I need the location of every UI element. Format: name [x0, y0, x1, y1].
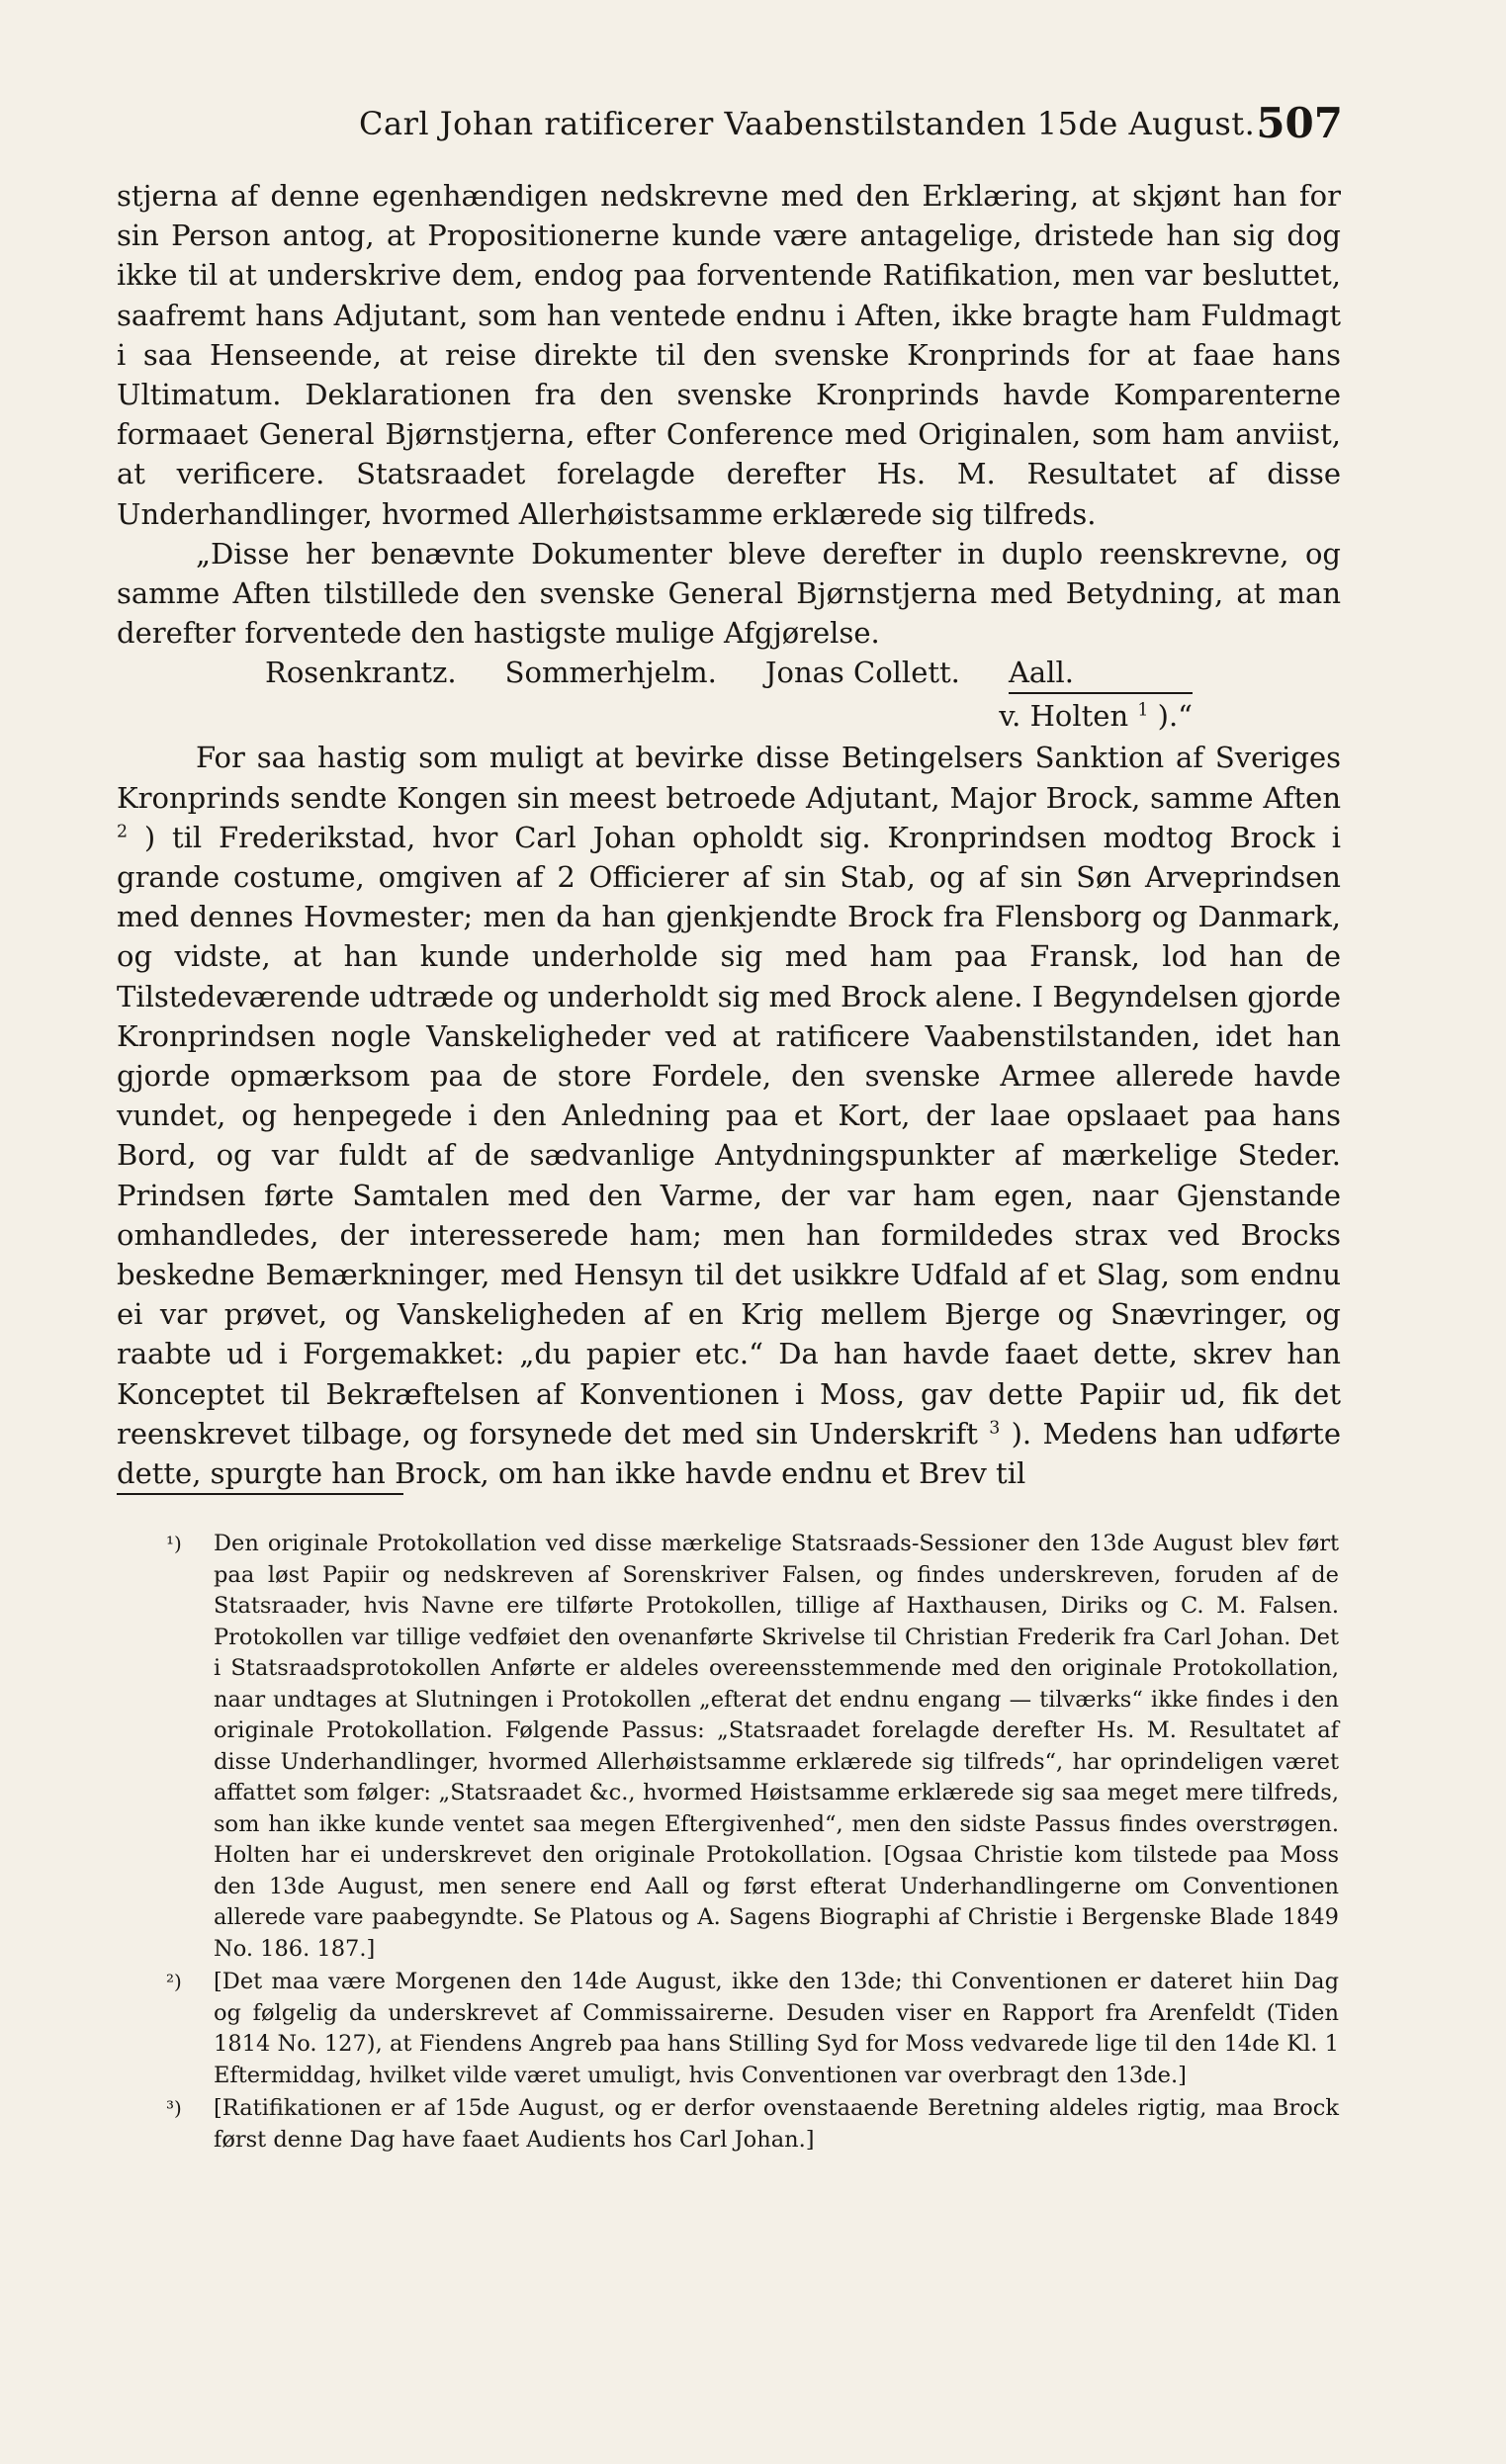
- signature-rosenkrantz: Rosenkrantz.: [265, 656, 457, 690]
- signature-row: [117, 653, 1341, 694]
- paragraph-brock-part-b: ) til Frederikstad, hvor Carl Johan opholdt sig. Kronprindsen modtog Brock i grande costume, omgiven af 2 Officierer af sin Stab, og af sin Søn Arveprindsen med dennes Hovmester; men da han gjenkjendte Brock fra Flensborg og Danmark, og vidste, at han kunde underholde sig med ham paa Fransk, lod han de Tilstedeværende udtræde og underholdt sig med Brock alene. I Begyndelsen gjorde Kronprindsen nogle Vanskeligheder ved at ratificere Vaabenstilstanden, idet han gjorde opmærksom paa de store Fordele, den svenske Armee allerede havde vundet, og henpegede i den Anledning paa et Kort, der laae opslaaet paa hans Bord, og var fuldt af de sædvanlige Antydningspunkter af mærkelige Steder. Prindsen førte Samtalen med den Varme, der var ham egen, naar Gjenstande omhandledes, der interesserede ham; men han formildedes strax ved Brocks beskedne Bemærkninger, med Hensyn til det usikkre Udfald af et Slag, som endnu ei var prøvet, og Vanskeligheden af en Krig mellem Bjerge og Snævringer, og raabte ud i Forgemakket: „du papier etc.“ Da han havde faaet dette, skrev han Konceptet til Bekræftelsen af Konventionen i Moss, gav dette Papiir ud, fik det reenskrevet tilbage, og forsynede det med sin Underskrift: [117, 820, 1342, 1451]
- footnote-divider: [117, 1493, 403, 1495]
- signature-holten-suffix: ).“: [1157, 699, 1193, 734]
- footnote-ref-2[interactable]: 2: [117, 822, 129, 842]
- footnote-ref-1[interactable]: 1: [1137, 700, 1149, 721]
- footnote-2: [166, 1967, 1339, 2091]
- signature-holten-line: [117, 694, 1341, 738]
- footnote-text: Den originale Protokollation ved disse mærkelige Statsraads-Sessioner den 13de August blev ført paa løst Papiir og nedskreven af Sorenskriver Falsen, og findes underskreven, foruden af de Statsraader, hvis Navne ere tilførte Protokollen, tillige af Haxthausen, Diriks og C. M. Falsen. Protokollen var tillige vedføiet den ovenanførte Skrivelse til Christian Frederik fra Carl Johan. Det i Statsraadsprotokollen Anførte er aldeles overeensstemmende med den originale Protokollation, naar undtages at Slutningen i Protokollen „efterat det endnu engang — tilværks“ ikke findes i den originale Protokollation. Følgende Passus: „Statsraadet forelagde derefter Hs. M. Resultatet af disse Underhandlinger, hvormed Allerhøistsamme erklærede sig tilfreds“, har oprindeligen været affattet som følger: „Statsraadet &c., hvormed Høistsamme erklærede sig saa meget mere tilfreds, som han ikke kunde ventet saa megen Eftergivenhed“, men den sidste Passus findes overstrøgen. Holten har ei underskrevet den originale Protokollation. [Ogsaa Christie kom tilstede paa Moss den 13de August, men senere end Aall og først efterat Underhandlingerne om Conventionen allerede vare paabegyndte. Se Platous og A. Sagens Biographi af Christie i Bergenske Blade 1849 No. 186. 187.]: [214, 1531, 1339, 1962]
- paragraph-continuation: stjerna af denne egenhændigen nedskrevne med den Erklæring, at skjønt han for sin Person antog, at Propositionerne kunde være antagelige, dristede han sig dog ikke til at underskrive dem, endog paa forventende Ratifikation, men var besluttet, saafremt hans Adjutant, som han ventede endnu i Aften, ikke bragte ham Fuldmagt i saa Henseende, at reise direkte til den svenske Kronprinds for at faae hans Ultimatum. Deklarationen fra den svenske Kronprinds havde Komparenterne formaaet General Bjørnstjerna, efter Conference med Originalen, som ham anviist, at verificere. Statsraadet forelagde derefter Hs. M. Resultatet af disse Underhandlinger, hvormed Allerhøistsamme erklærede sig tilfreds.: [117, 179, 1341, 531]
- main-text: [117, 176, 1341, 1493]
- page-header: [117, 99, 1343, 158]
- footnote-text: [Ratifikationen er af 15de August, og er derfor ovenstaaende Beretning aldeles rigtig, maa Brock først denne Dag have faaet Audients hos Carl Johan.]: [214, 2095, 1339, 2153]
- footnote-3: [166, 2093, 1339, 2156]
- paragraph-quote: „Disse her benævnte Dokumenter bleve derefter in duplo reenskrevne, og samme Aften tilstillede den svenske General Bjørnstjerna med Betydning, at man derefter forventede den hastigste mulige Afgjørelse.: [117, 536, 1341, 651]
- footnote-ref-3[interactable]: 3: [989, 1418, 1001, 1439]
- signature-holten: v. Holten: [999, 699, 1129, 734]
- running-title: Carl Johan ratificerer Vaabenstilstanden 15de August.: [359, 105, 1256, 142]
- footnote-mark: ²): [166, 1970, 182, 1993]
- footnote-1: [166, 1529, 1339, 1965]
- footnote-text: [Det maa være Morgenen den 14de August, ikke den 13de; thi Conventionen er dateret hiin Dag og følgelig da underskrevet af Commissairerne. Desuden viser en Rapport fra Arenfeldt (Tiden 1814 No. 127), at Fiendens Angreb paa hans Stilling Syd for Moss vedvarede lige til den 14de Kl. 1 Eftermiddag, hvilket vilde været umuligt, hvis Conventionen var overbragt den 13de.]: [214, 1969, 1339, 2088]
- signature-aall: Aall.: [1009, 653, 1193, 694]
- footnote-mark: ¹): [166, 1532, 182, 1555]
- paragraph-brock-part-a: For saa hastig som muligt at bevirke disse Betingelsers Sanktion af Sveriges Kronprinds sendte Kongen sin meest betroede Adjutant, Major Brock, samme Aften: [117, 741, 1341, 815]
- signature-collett: Jonas Collett.: [764, 656, 960, 690]
- footnote-mark: ³): [166, 2096, 182, 2120]
- paragraph-brock-part-c: ). Medens han udførte dette, spurgte han Brock, om han ikke havde endnu et Brev til: [117, 1416, 1341, 1491]
- signature-sommerhjelm: Sommerhjelm.: [504, 656, 717, 690]
- footnotes: [166, 1529, 1339, 2157]
- paragraph-brock: [117, 738, 1341, 1493]
- page-number: 507: [1256, 99, 1343, 147]
